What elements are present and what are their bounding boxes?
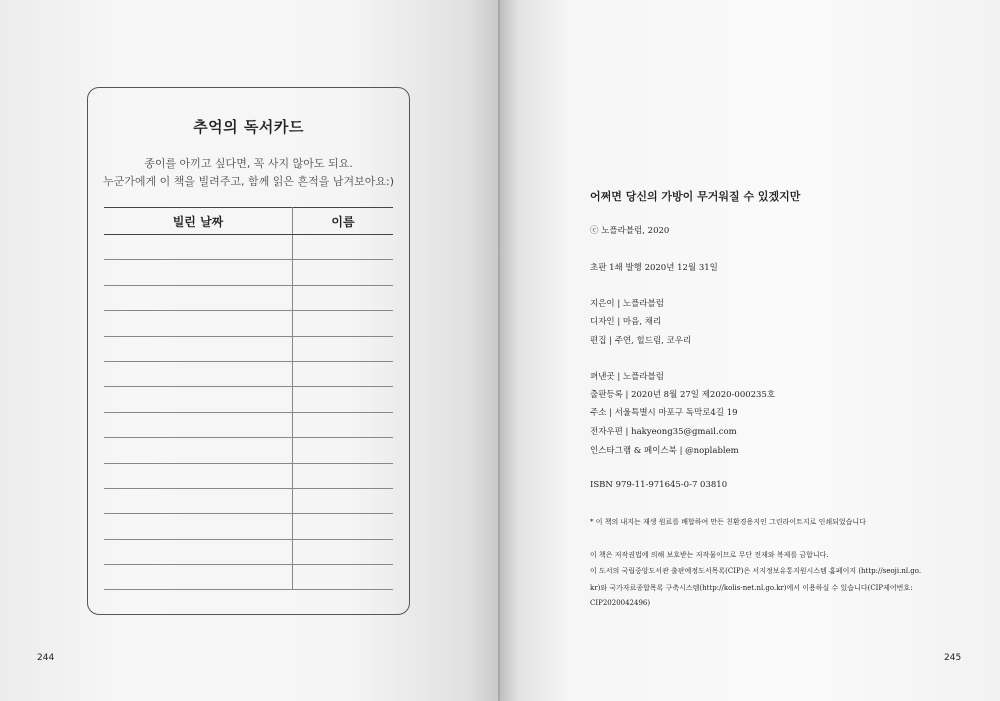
copyright-notice: 이 책은 저작권법에 의해 보호받는 저작물이므로 무단 전재와 복제를 금합니다. bbox=[590, 551, 829, 559]
table-row bbox=[104, 488, 393, 513]
table-row bbox=[104, 285, 393, 310]
borrow-date-cell bbox=[104, 463, 293, 488]
table-row bbox=[104, 438, 393, 463]
table-row bbox=[104, 260, 393, 285]
table-header-row bbox=[104, 208, 393, 235]
name-cell bbox=[293, 235, 394, 260]
name-cell bbox=[293, 438, 394, 463]
copyright: ⓒ 노플라블럼, 2020 bbox=[590, 226, 670, 236]
name-cell bbox=[293, 539, 394, 564]
name-cell bbox=[293, 514, 394, 539]
name-cell bbox=[293, 336, 394, 361]
isbn: ISBN 979-11-971645-0-7 03810 bbox=[590, 480, 728, 490]
name-cell bbox=[293, 488, 394, 513]
name-cell bbox=[293, 285, 394, 310]
table-row bbox=[104, 514, 393, 539]
borrow-date-cell bbox=[104, 235, 293, 260]
editor: 편집 | 주연, 힐드림, 코우리 bbox=[590, 336, 692, 346]
table-row bbox=[104, 565, 393, 590]
borrow-date-cell bbox=[104, 488, 293, 513]
registration: 출판등록 | 2020년 8월 27일 제2020-000235호 bbox=[590, 390, 776, 400]
page-number-left: 244 bbox=[37, 653, 55, 663]
borrow-date-cell bbox=[104, 387, 293, 412]
name-cell bbox=[293, 361, 394, 386]
borrow-date-cell bbox=[104, 361, 293, 386]
publisher: 펴낸곳 | 노플라블럼 bbox=[590, 372, 664, 382]
borrow-date-cell bbox=[104, 311, 293, 336]
table-row bbox=[104, 361, 393, 386]
cip-line-2: kr)와 국가자료종합목록 구축시스템(http://kolis-net.nl.go.kr)에서 이용하실 수 있습니다(CIP제어번호: bbox=[590, 584, 913, 592]
borrow-log-table bbox=[104, 207, 393, 590]
table-row bbox=[104, 412, 393, 437]
table-row bbox=[104, 311, 393, 336]
name-cell bbox=[293, 311, 394, 336]
name-cell bbox=[293, 463, 394, 488]
table-row bbox=[104, 463, 393, 488]
header-borrow-date: 빌린 날짜 bbox=[104, 208, 293, 235]
name-cell bbox=[293, 387, 394, 412]
table-row bbox=[104, 387, 393, 412]
sns: 인스타그램 & 페이스북 | @noplablem bbox=[590, 446, 739, 456]
borrow-date-cell bbox=[104, 412, 293, 437]
table-row bbox=[104, 336, 393, 361]
designer: 디자인 | 마음, 채리 bbox=[590, 317, 662, 327]
book-gutter bbox=[498, 0, 500, 701]
first-edition: 초판 1쇄 발행 2020년 12월 31일 bbox=[590, 263, 718, 273]
table-row bbox=[104, 539, 393, 564]
card-title: 추억의 독서카드 bbox=[193, 118, 304, 136]
reading-card bbox=[87, 87, 410, 615]
header-name: 이름 bbox=[293, 208, 394, 235]
cip-line-3: CIP2020042496) bbox=[590, 599, 651, 607]
card-subtitle-line2: 누군가에게 이 책을 빌려주고, 함께 읽은 흔적을 남겨보아요:) bbox=[103, 175, 394, 188]
cip-line-1: 이 도서의 국립중앙도서관 출판예정도서목록(CIP)은 서지정보유통지원시스템 홈페이지 (http://seoji.nl.go. bbox=[590, 567, 922, 575]
name-cell bbox=[293, 565, 394, 590]
book-title: 어쩌면 당신의 가방이 무거워질 수 있겠지만 bbox=[590, 190, 801, 203]
card-subtitle-line1: 종이를 아끼고 싶다면, 꼭 사지 않아도 되요. bbox=[144, 157, 353, 170]
name-cell bbox=[293, 260, 394, 285]
address: 주소 | 서울특별시 마포구 독막로4길 19 bbox=[590, 408, 738, 418]
table-row bbox=[104, 235, 393, 260]
borrow-date-cell bbox=[104, 336, 293, 361]
borrow-date-cell bbox=[104, 539, 293, 564]
right-page bbox=[499, 0, 1000, 701]
borrow-date-cell bbox=[104, 260, 293, 285]
borrow-date-cell bbox=[104, 565, 293, 590]
borrow-date-cell bbox=[104, 514, 293, 539]
table-body bbox=[104, 235, 393, 590]
email: 전자우편 | hakyeong35@gmail.com bbox=[590, 427, 737, 437]
name-cell bbox=[293, 412, 394, 437]
borrow-date-cell bbox=[104, 438, 293, 463]
author: 지은이 | 노플라블럼 bbox=[590, 299, 664, 309]
page-number-right: 245 bbox=[944, 653, 962, 663]
paper-note: * 이 책의 내지는 재생 원료를 배합하여 만든 친환경용지인 그린라이트지로 인쇄되었습니다 bbox=[590, 518, 866, 526]
borrow-date-cell bbox=[104, 285, 293, 310]
